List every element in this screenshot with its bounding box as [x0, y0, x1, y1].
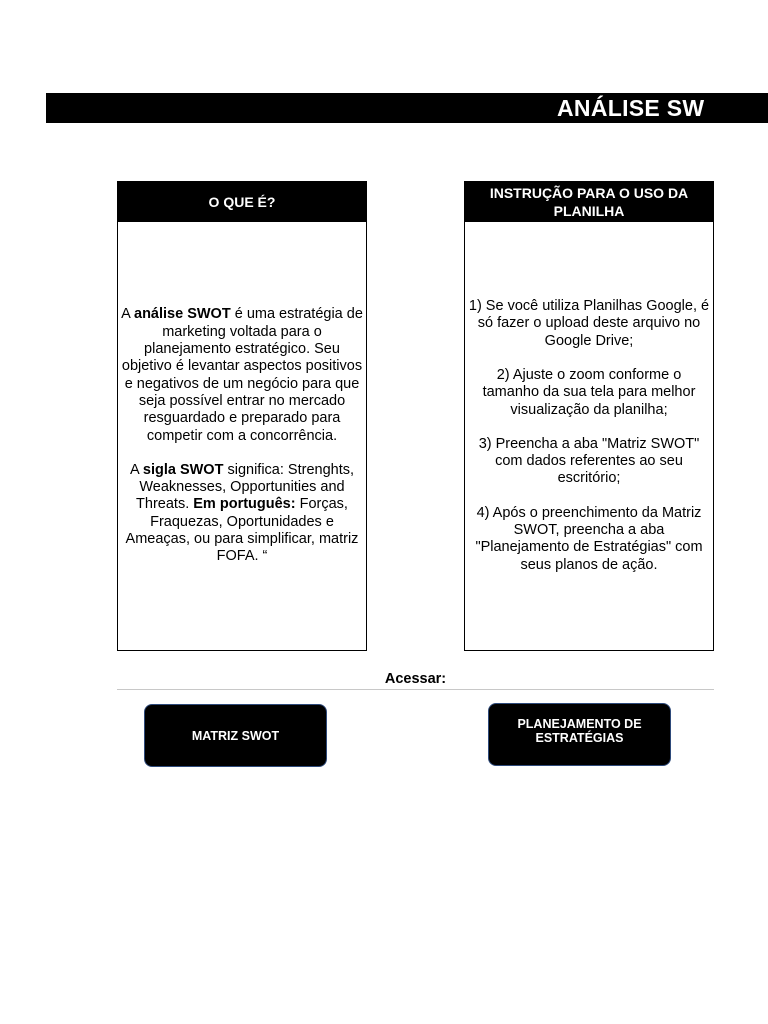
instructions-body: [465, 222, 713, 650]
instruction-step: 4) Após o preenchimento da Matriz SWOT, preencha a aba "Planejamento de Estratégias" com seus planos de ação.: [475, 504, 703, 573]
instruction-step: 2) Ajuste o zoom conforme o tamanho da sua tela para melhor visualização da planilha;: [482, 366, 696, 418]
access-label: Acessar:: [384, 671, 447, 687]
text-fragment: significa: Strenghts, Weaknesses, Opportunities and Threats.: [136, 461, 355, 513]
what-is-body: [118, 222, 366, 650]
text-fragment: A: [129, 461, 143, 478]
planejamento-estrategias-button[interactable]: PLANEJAMENTO DE ESTRATÉGIAS: [488, 703, 671, 766]
bold-term-em-portugues: Em português:: [193, 496, 296, 513]
instructions-header: INSTRUÇÃO PARA O USO DA PLANILHA: [465, 182, 713, 222]
text-fragment: é uma estratégia de marketing voltada para o planejamento estratégico. Seu objetivo é levantar aspectos positivos e negativos de um negócio para que seja possível entrar no mercado resguardado e preparado para competir com a concorrência.: [121, 306, 363, 444]
what-is-panel: [117, 181, 367, 651]
divider: [117, 689, 714, 690]
what-is-paragraph-2: [120, 462, 364, 566]
instructions-panel: [464, 181, 714, 651]
text-fragment: A: [121, 306, 134, 323]
bold-term-sigla-swot: sigla SWOT: [142, 461, 224, 478]
text-fragment: Forças, Fraquezas, Oportunidades e Ameaças, ou para simplificar, matriz FOFA. “: [125, 496, 359, 565]
matriz-swot-button[interactable]: MATRIZ SWOT: [144, 704, 327, 767]
what-is-paragraph-1: [120, 306, 364, 444]
instruction-step: 3) Preencha a aba "Matriz SWOT" com dados referentes ao seu escritório;: [478, 435, 700, 487]
title-bar: [46, 93, 768, 123]
page-title: ANÁLISE SW: [557, 95, 705, 121]
what-is-header: O QUE É?: [118, 182, 366, 222]
instruction-step: 1) Se você utiliza Planilhas Google, é só fazer o upload deste arquivo no Google Drive;: [468, 298, 710, 349]
bold-term-analise-swot: análise SWOT: [134, 306, 231, 323]
